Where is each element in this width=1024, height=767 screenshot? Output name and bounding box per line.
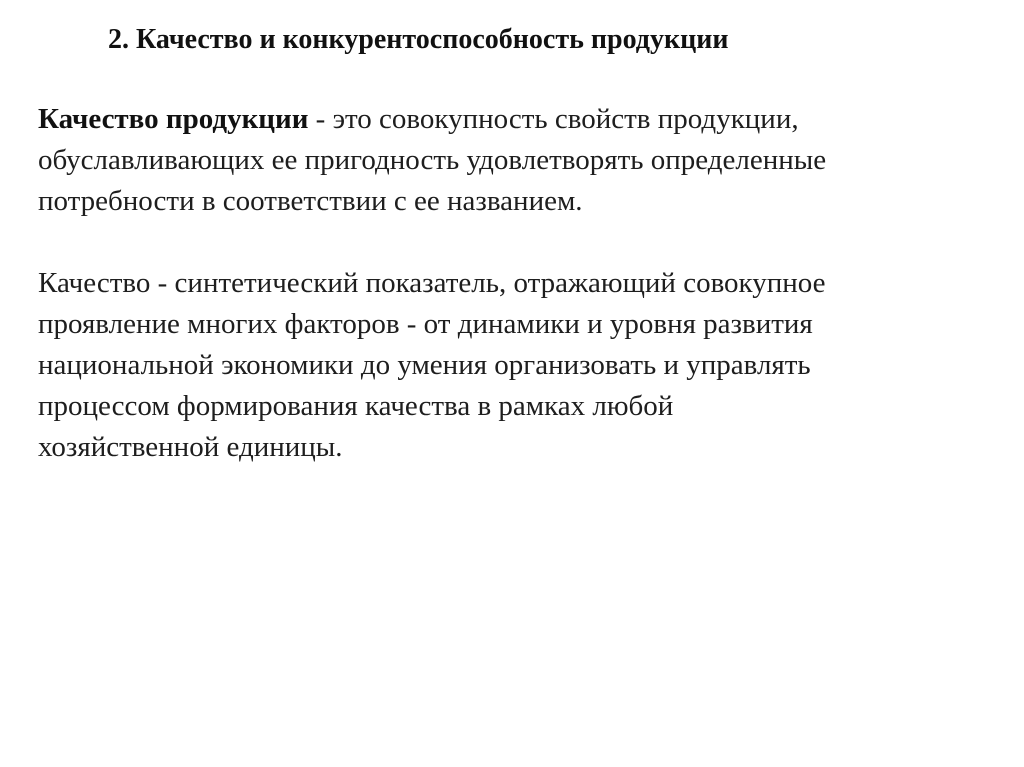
defined-term: Качество продукции	[38, 103, 309, 135]
definition-paragraph	[38, 99, 826, 222]
slide-title: 2. Качество и конкурентоспособность продукции	[108, 24, 729, 55]
paragraph-line: хозяйственной единицы.	[38, 431, 343, 463]
definition-line-2: обуславливающих ее пригодность удовлетворять определенные	[38, 144, 827, 176]
definition-text-start: - это совокупность свойств продукции,	[308, 103, 799, 135]
paragraph-line: национальной экономики до умения организовать и управлять	[38, 349, 811, 381]
paragraph-line: Качество - синтетический показатель, отражающий совокупное	[38, 267, 826, 299]
paragraph-line: процессом формирования качества в рамках любой	[38, 390, 674, 422]
paragraph-line: проявление многих факторов - от динамики и уровня развития	[38, 308, 813, 340]
synthetic-indicator-paragraph	[38, 263, 826, 468]
definition-line-3: потребности в соответствии с ее названием.	[38, 185, 583, 217]
definition-line-1	[38, 99, 826, 140]
